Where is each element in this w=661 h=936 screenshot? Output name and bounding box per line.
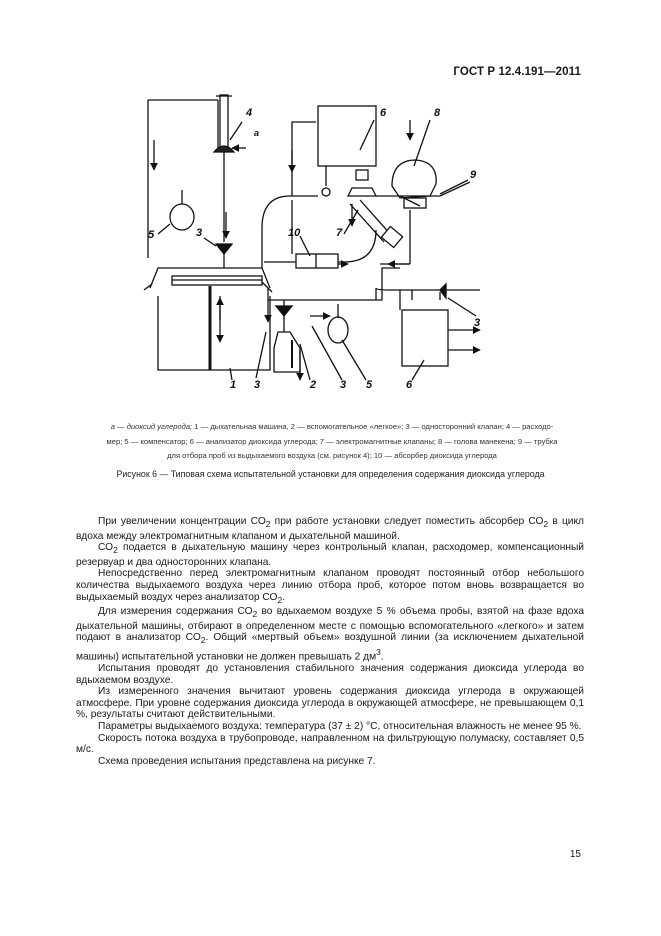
paragraph-6: Из измеренного значения вычитают уровень содержания диоксида углерода в окружающей атмосфере. При уровне содержания диоксида углерода в окружающей атмосфере, не превышающем 0,1 %, результаты считают действительными. [76,686,584,721]
legend-line-2: мер; 5 — компенсатор; 6 — анализатор диоксида углерода; 7 — электромагнитные клапаны; 8 — голова манекена; 9 — трубка [106,436,558,446]
co2-test-setup-diagram [0,0,661,410]
co2-analyzer-right [402,310,448,366]
callout-7: 7 [336,227,343,239]
paragraph-9: Схема проведения испытания представлена на рисунке 7. [98,755,376,767]
body-text [76,516,584,767]
callout-3-lower-left: 3 [254,379,261,391]
paragraph-3: Непосредственно перед электромагнитным клапаном проводят постоянный отбор небольшого количества выдыхаемого воздуха через линию отбора проб, которое потом вновь возвращается во выдыхаемый воздух через анализатор $СО_2$. [76,568,584,605]
valve-right [440,284,446,298]
compensator-bottom [328,317,348,343]
paragraph-8: Скорость потока воздуха в трубопроводе, направленном на фильтрующую полумаску, составляет 0,5 м/с. [76,732,584,756]
legend-line-1 [82,420,582,435]
co2-absorber [296,254,338,268]
main-pipe [262,196,400,300]
paragraph-5: Испытания проводят до установления стабильного значения содержания диоксида углерода во вдыхаемом воздухе. [76,663,584,686]
electromagnetic-valves [348,188,376,196]
callout-5-bottom: 5 [366,379,373,391]
paragraph-1: При увеличении концентрации $СО_2$ при работе установки следует поместить абсорбер $СО_2$ в цикл вдоха между электромагнитным клапаном и дыхательной машиной. [76,516,584,542]
callout-a: a [254,128,260,138]
callout-1: 1 [230,379,237,391]
figure-caption: Рисунок 6 — Типовая схема испытательной установки для определения содержания диоксида углерода [116,469,545,479]
callout-4: 4 [246,107,253,119]
callout-6-top: 6 [380,107,387,119]
callout-3-right: 3 [474,317,481,329]
document-header: ГОСТ Р 12.4.191—2011 [453,66,581,78]
co2-analyzer-top [318,106,376,166]
callout-10: 10 [288,227,301,239]
callout-9: 9 [470,169,477,181]
legend-a-label: а — диоксид углерода; [110,422,193,431]
paragraph-7: Параметры выдыхаемого воздуха: температура (37 ± 2) °С, относительная влажность не менее 95 %. [98,721,582,733]
valve-left [216,244,232,254]
paragraph-2: $СО_2$ подается в дыхательную машину через контрольный клапан, расходомер, компенсационный резервуар и два односторонних клапана. [76,542,584,568]
compensator-left [170,204,194,230]
legend-line-1-text: 1 — дыхательная машина, 2 — вспомогательное «легкое»; 3 — односторонний клапан; 4 — расходо- [192,422,554,431]
callout-8: 8 [434,107,441,119]
paragraph-4: Для измерения содержания $СО_2$ во вдыхаемом воздухе 5 % объема пробы, взятой на фазе вдоха дыхательной машины, отбирают в определенном месте с помощью вспомогательного «легкого» и затем подают в анализатор $СО_2$. Общий «мертвый объем» воздушной линии (за исключением дыхательной машины) испытательной установки не должен превышать 2 $дм^3$. [76,606,584,663]
callout-3-top: 3 [196,227,203,239]
legend-line-3: для отбора проб из выдыхаемого воздуха (см. рисунок 4); 10 — абсорбер диоксида углерода [167,451,497,460]
callout-2: 2 [310,379,317,391]
flowmeter [220,95,228,147]
callout-5-left: 5 [148,229,155,241]
auxiliary-lung [274,332,300,372]
callout-6-bottom: 6 [406,379,413,391]
figure-legend [82,420,582,464]
valve-lower [276,306,292,316]
callout-3-lower-mid: 3 [340,379,347,391]
page-number: 15 [569,849,581,860]
